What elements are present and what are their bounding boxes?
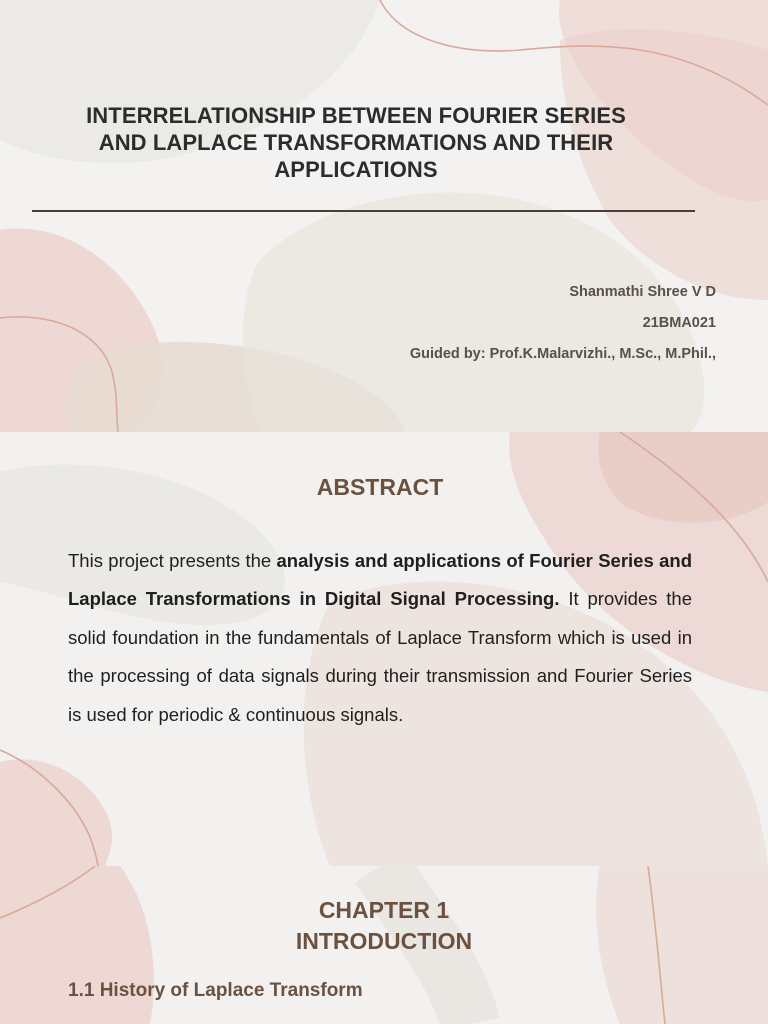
guide-info: Guided by: Prof.K.Malarvizhi., M.Sc., M.Phil., (409, 346, 716, 362)
abstract-text-bold: analysis and applications of Fourier Series and Laplace Transformations in Digital Signal Processing. (68, 550, 692, 610)
abstract-slide (0, 432, 768, 866)
abstract-paragraph (68, 542, 692, 734)
abstract-text-1: This project presents the (68, 550, 277, 571)
abstract-heading: ABSTRACT (316, 474, 444, 500)
section-heading: 1.1 History of Laplace Transform (68, 980, 363, 1001)
chapter-heading (0, 895, 768, 957)
title-slide (0, 0, 768, 432)
title-line-2: AND LAPLACE TRANSFORMATIONS AND THEIR (98, 130, 614, 155)
abstract-text-2: It provides the solid foundation in the fundamentals of Laplace Transform which is used in the processing of data signals during their transmission and Fourier Series is used for periodic & continuous signals. (68, 588, 692, 725)
chapter-number: CHAPTER 1 (318, 897, 450, 923)
chapter-title: INTRODUCTION (295, 928, 473, 954)
chapter-slide (0, 866, 768, 1024)
roll-number: 21BMA021 (642, 315, 716, 331)
title-divider (32, 210, 695, 212)
presentation-title (30, 102, 682, 183)
title-line-1: INTERRELATIONSHIP BETWEEN FOURIER SERIES (86, 103, 626, 128)
title-line-3: APPLICATIONS (274, 157, 438, 182)
author-name: Shanmathi Shree V D (569, 284, 716, 300)
